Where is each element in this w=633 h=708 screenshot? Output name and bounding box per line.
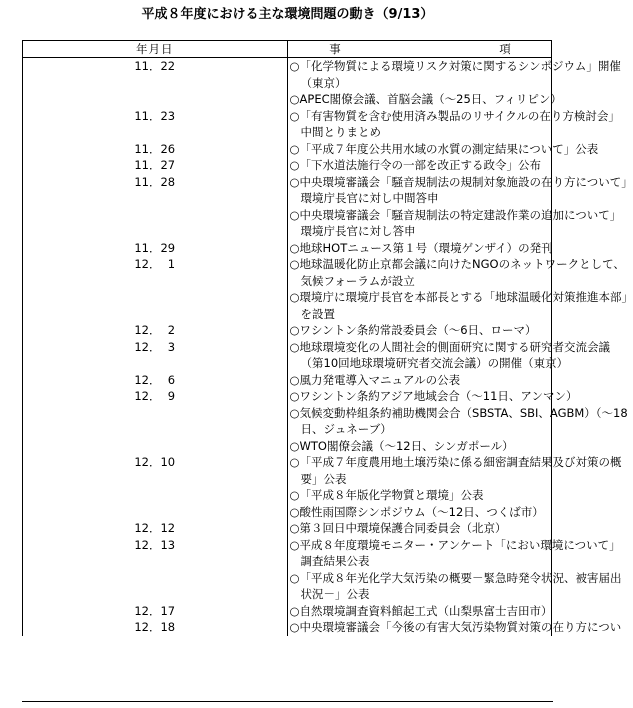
- event-text: ○「平成７年度農用地土壌汚染に係る細密調査結果及び対策の概: [289, 455, 622, 469]
- event-entry: [290, 372, 552, 389]
- event-entry: [290, 157, 552, 174]
- event-entry: [289, 141, 599, 158]
- row-date: 12． 6: [23, 372, 288, 389]
- event-text-continued: 要」公表: [300, 471, 347, 486]
- row-date: 12． 2: [23, 322, 288, 339]
- event-entry: [289, 174, 633, 207]
- row-date: 12．12: [23, 520, 288, 537]
- event-text-continued: 環境庁長官に対し答申: [300, 224, 416, 238]
- row-content: [287, 322, 552, 339]
- event-text: ○ワシントン条約アジア地域会合（～11日、アンマン）: [289, 389, 578, 403]
- table-row: [23, 157, 552, 174]
- row-content: [287, 603, 552, 620]
- row-date: 11．27: [23, 157, 288, 174]
- table-row: [23, 322, 552, 339]
- event-text: ○APEC閣僚会議、首脳会議（～25日、フィリピン）: [289, 92, 562, 106]
- row-content: [287, 372, 552, 389]
- events-body: [23, 58, 633, 636]
- event-text-continued: 中間とりまとめ: [300, 125, 381, 139]
- event-text-continued: 気候フォーラムが設立: [300, 273, 415, 288]
- header-date: 年月日: [23, 41, 288, 58]
- event-text-continued: 環境庁長官に対し中間答申: [300, 191, 439, 205]
- event-entry: [290, 520, 552, 537]
- event-text: ○地球環境変化の人間社会的側面研究に関する研究者交流会議: [289, 339, 611, 354]
- row-content: [287, 141, 599, 158]
- table-row: [23, 58, 552, 108]
- event-text: ○環境庁に環境庁長官を本部長とする「地球温暖化対策推進本部」: [289, 290, 633, 304]
- event-entry: [289, 207, 622, 240]
- event-entry: [289, 91, 562, 108]
- event-entry: [289, 619, 622, 636]
- row-date: 11．23: [23, 108, 288, 141]
- row-content: [287, 174, 633, 240]
- row-content: [287, 240, 552, 257]
- event-text-continued: （東京）: [300, 75, 347, 90]
- event-text: ○地球HOTニュース第１号（環境ゲンザイ）の発刊: [289, 240, 553, 255]
- table-row: [23, 174, 552, 240]
- table-row: [23, 256, 552, 322]
- event-entry: [290, 504, 552, 521]
- row-content: [287, 454, 622, 520]
- event-text: ○酸性雨国際シンポジウム（～12日、つくば市）: [289, 504, 544, 519]
- event-text: ○「有害物質を含む使用済み製品のリサイクルの在り方検討会」: [289, 108, 620, 123]
- row-content: [287, 388, 628, 454]
- event-entry: [290, 240, 552, 257]
- header-content-char-2: 項: [499, 42, 511, 56]
- table-row: [23, 108, 552, 141]
- row-content: [287, 339, 611, 372]
- event-text: ○平成８年度環境モニター・アンケート「におい環境について」: [289, 537, 621, 552]
- event-text-continued: 調査結果公表: [300, 554, 370, 568]
- event-text: ○「平成８年版化学物質と環境」公表: [289, 488, 484, 502]
- event-text-continued: （第10回地球環境研究者交流会議）の開催（東京）: [300, 356, 569, 370]
- row-date: 12．10: [23, 454, 288, 520]
- table-row: [23, 388, 552, 454]
- row-date: 12． 9: [23, 388, 288, 454]
- event-entry: [290, 438, 552, 455]
- row-content: [287, 58, 621, 108]
- event-text-continued: 状況－」公表: [300, 587, 370, 601]
- event-text: ○「平成８年光化学大気汚染の概要－緊急時発令状況、被害届出: [289, 570, 622, 585]
- table-bottom-edge: [22, 701, 553, 702]
- event-text: ○気候変動枠組条約補助機関会合（SBSTA、SBI、AGBM）（～18: [289, 405, 628, 420]
- row-date: 12．17: [23, 603, 288, 620]
- row-date: 12． 3: [23, 339, 288, 372]
- header-content: [287, 41, 552, 58]
- event-text: ○自然環境調査資料館起工式（山梨県富士吉田市）: [289, 603, 553, 618]
- event-text: ○「化学物質による環境リスク対策に関するシンポジウム」開催: [289, 59, 621, 73]
- event-entry: [289, 537, 621, 570]
- event-entry: [289, 256, 625, 289]
- table-row: [23, 240, 552, 257]
- row-content: [287, 619, 622, 636]
- row-content: [287, 157, 552, 174]
- event-text: ○中央環境審議会「騒音規制法の特定建設作業の追加について」: [289, 207, 622, 222]
- table-row: [23, 141, 552, 158]
- page-title: 平成８年度における主な環境問題の動き（9/13）: [141, 7, 434, 22]
- event-entry: [289, 108, 620, 141]
- table-row: [23, 619, 552, 636]
- event-entry: [289, 339, 611, 372]
- event-entry: [290, 487, 552, 504]
- event-text: ○「下水道法施行令の一部を改正する政令」公布: [289, 158, 542, 172]
- event-entry: [289, 289, 633, 322]
- table-row: [23, 520, 552, 537]
- event-text: ○第３回日中環境保護合同委員会（北京）: [289, 521, 507, 535]
- row-content: [287, 108, 620, 141]
- event-text-continued: 日、ジュネーブ）: [300, 422, 392, 436]
- event-text: ○中央環境審議会「今後の有害大気汚染物質対策の在り方につい: [289, 620, 622, 634]
- event-text-continued: を設置: [300, 306, 335, 321]
- table-row: [23, 537, 552, 603]
- events-table: [22, 40, 633, 636]
- row-content: [287, 537, 622, 603]
- row-date: 11．28: [23, 174, 288, 240]
- row-date: 12．13: [23, 537, 288, 603]
- table-row: [23, 372, 552, 389]
- row-date: 12． 1: [23, 256, 288, 322]
- row-date: 11．22: [23, 58, 288, 108]
- event-text: ○「平成７年度公共用水域の水質の測定結果について」公表: [289, 141, 599, 156]
- event-entry: [289, 405, 628, 438]
- row-date: 12．18: [23, 619, 288, 636]
- event-entry: [290, 322, 552, 339]
- table-row: [23, 603, 552, 620]
- row-date: 11．26: [23, 141, 288, 158]
- event-entry: [289, 570, 622, 603]
- row-content: [287, 520, 552, 537]
- row-date: 11．29: [23, 240, 288, 257]
- table-header-row: [23, 41, 552, 58]
- row-content: [287, 256, 633, 322]
- event-text: ○風力発電導入マニュアルの公表: [289, 372, 461, 387]
- event-text: ○中央環境審議会「騒音規制法の規制対象施設の在り方について」: [289, 174, 633, 189]
- table-row: [23, 339, 552, 372]
- event-text: ○地球温暖化防止京都会議に向けたNGOのネットワークとして、: [289, 257, 625, 271]
- event-entry: [289, 388, 578, 405]
- event-entry: [289, 58, 621, 91]
- event-entry: [289, 454, 622, 487]
- event-entry: [290, 603, 552, 620]
- header-content-char-1: 事: [329, 42, 341, 56]
- event-text: ○WTO閣僚会議（～12日、シンガポール）: [289, 438, 514, 453]
- table-row: [23, 454, 552, 520]
- event-text: ○ワシントン条約常設委員会（～6日、ローマ）: [289, 323, 537, 337]
